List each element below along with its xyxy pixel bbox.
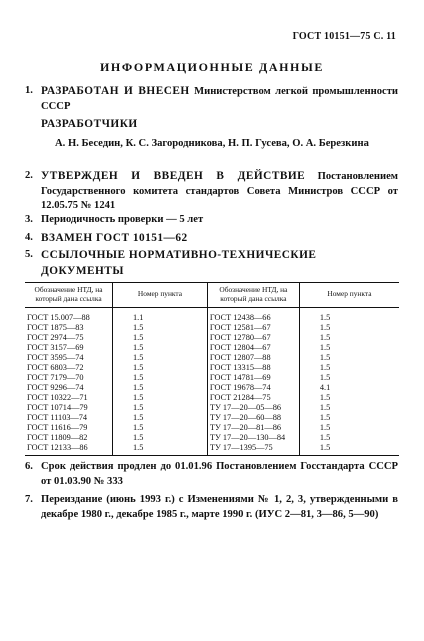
table-row [25, 443, 399, 456]
cell-doc-1: ГОСТ 2974—75 [27, 333, 84, 343]
cell-doc-2: ТУ 17—20—130—84 [207, 433, 299, 443]
note-number: 7. [25, 494, 33, 505]
section-number: 2. [25, 170, 33, 181]
col-header-item-2: Номер пункта [299, 283, 399, 308]
cell-doc-2: ГОСТ 12780—67 [207, 333, 299, 343]
cell-doc-1: ГОСТ 11809—82 [27, 433, 88, 443]
cell-item-2: 4.1 [299, 383, 399, 393]
cell-item-2: 1.5 [299, 343, 399, 353]
table-row [25, 413, 399, 423]
cell-item-1: 1.5 [113, 383, 208, 393]
cell-doc-1: ГОСТ 9296—74 [27, 383, 84, 393]
section-text: Постановлением Государственного комитета стандартов Совета Министров СССР от 12.05.75 № 1241 [41, 171, 398, 212]
table-row [25, 333, 399, 343]
cell-item-2: 1.5 [299, 443, 399, 456]
table-row [25, 363, 399, 373]
cell-item-2: 1.5 [299, 393, 399, 403]
page-title: ИНФОРМАЦИОННЫЕ ДАННЫЕ [100, 60, 324, 74]
cell-item-2: 1.5 [299, 323, 399, 333]
cell-item-1: 1.1 [113, 308, 208, 324]
cell-doc-1: ГОСТ 12133—86 [25, 443, 113, 456]
section-text: Министерством легкой промышленности СССР [41, 86, 398, 112]
table-row [25, 343, 399, 353]
table-row [25, 423, 399, 433]
cell-item-2: 1.5 [299, 403, 399, 413]
cell-doc-1: ГОСТ 1875—83 [27, 323, 84, 333]
cell-item-1: 1.5 [113, 413, 208, 423]
table-header-row [25, 283, 399, 308]
cell-doc-2: ТУ 17—20—60—88 [207, 413, 299, 423]
section-number: 5. [25, 249, 33, 260]
cell-item-1: 1.5 [113, 333, 208, 343]
note-number: 6. [25, 461, 33, 472]
cell-item-1: 1.5 [113, 393, 208, 403]
cell-doc-1: ГОСТ 10322—71 [27, 393, 88, 403]
section-number: 1. [25, 85, 33, 96]
col-header-doc-2: Обозначение НТД, на который дана ссылка [207, 283, 299, 308]
cell-doc-2: ГОСТ 12581—67 [207, 323, 299, 333]
cell-item-2: 1.5 [299, 373, 399, 383]
table-row [25, 383, 399, 393]
section-number: 4. [25, 232, 33, 243]
cell-doc-1: ГОСТ 11103—74 [27, 413, 88, 423]
cell-item-1: 1.5 [113, 353, 208, 363]
cell-item-1: 1.5 [113, 323, 208, 333]
cell-doc-2: ГОСТ 14781—69 [207, 373, 299, 383]
cell-item-1: 1.5 [113, 403, 208, 413]
cell-doc-1: ГОСТ 15.007—88 [27, 313, 90, 323]
cell-doc-2: ТУ 17—20—05—86 [207, 403, 299, 413]
table-row [25, 353, 399, 363]
cell-item-2: 1.5 [299, 423, 399, 433]
cell-doc-2: ГОСТ 12807—88 [207, 353, 299, 363]
note-text: Переиздание (июнь 1993 г.) с Изменениями № 1, 2, 3, утвержденными в декабре 1980 г., декабре 1985 г., марте 1990 г. (ИУС 2—81, 3—86, 5—90) [41, 494, 398, 520]
cell-item-2: 1.5 [299, 363, 399, 373]
cell-doc-2: ТУ 17—20—81—86 [207, 423, 299, 433]
cell-doc-1: ГОСТ 10714—79 [27, 403, 88, 413]
col-header-doc-1: Обозначение НТД, на который дана ссылка [25, 283, 113, 308]
col-header-item-1: Номер пункта [113, 283, 208, 308]
section-heading: УТВЕРЖДЕН И ВВЕДЕН В ДЕЙСТВИЕ [41, 170, 306, 182]
table-row [25, 308, 399, 324]
cell-item-2: 1.5 [299, 353, 399, 363]
section-heading: РАЗРАБОТАН И ВНЕСЕН [41, 85, 190, 97]
cell-item-1: 1.5 [113, 433, 208, 443]
table-row [25, 403, 399, 413]
table-row [25, 373, 399, 383]
note-text: Срок действия продлен до 01.01.96 Постановлением Госстандарта СССР от 01.03.90 № 333 [41, 461, 398, 487]
cell-item-1: 1.5 [113, 373, 208, 383]
references-table [25, 282, 399, 456]
cell-doc-2: ГОСТ 19678—74 [207, 383, 299, 393]
section-number: 3. [25, 214, 33, 225]
running-header: ГОСТ 10151—75 С. 11 [292, 31, 396, 42]
table-row [25, 323, 399, 333]
table-row [25, 433, 399, 443]
cell-item-2: 1.5 [299, 413, 399, 423]
cell-doc-2: ГОСТ 21284—75 [207, 393, 299, 403]
cell-doc-1: ГОСТ 6803—72 [27, 363, 84, 373]
table-row [25, 393, 399, 403]
cell-item-2: 1.5 [299, 333, 399, 343]
cell-doc-2: ГОСТ 13315—88 [207, 363, 299, 373]
cell-doc-1: ГОСТ 3157—69 [27, 343, 84, 353]
cell-item-1: 1.5 [113, 443, 208, 456]
cell-doc-1: ГОСТ 11616—79 [27, 423, 88, 433]
developers-heading: РАЗРАБОТЧИКИ [41, 118, 138, 130]
section-heading: ВЗАМЕН ГОСТ 10151—62 [41, 232, 188, 244]
cell-item-1: 1.5 [113, 423, 208, 433]
cell-doc-2: ГОСТ 12804—67 [207, 343, 299, 353]
cell-doc-1: ГОСТ 3595—74 [27, 353, 84, 363]
cell-item-1: 1.5 [113, 363, 208, 373]
developers-names: А. Н. Беседин, К. С. Загородникова, Н. П. Гусева, О. А. Березкина [55, 138, 369, 149]
cell-doc-1: ГОСТ 7179—70 [27, 373, 84, 383]
cell-item-2: 1.5 [299, 308, 399, 324]
cell-item-1: 1.5 [113, 343, 208, 353]
section-text: Периодичность проверки — 5 лет [41, 214, 204, 225]
cell-item-2: 1.5 [299, 433, 399, 443]
cell-doc-2: ГОСТ 12438—66 [207, 308, 299, 324]
cell-doc-2: ТУ 17—1395—75 [207, 443, 299, 456]
section-heading: ССЫЛОЧНЫЕ НОРМАТИВНО-ТЕХНИЧЕСКИЕ ДОКУМЕНТЫ [41, 249, 317, 277]
